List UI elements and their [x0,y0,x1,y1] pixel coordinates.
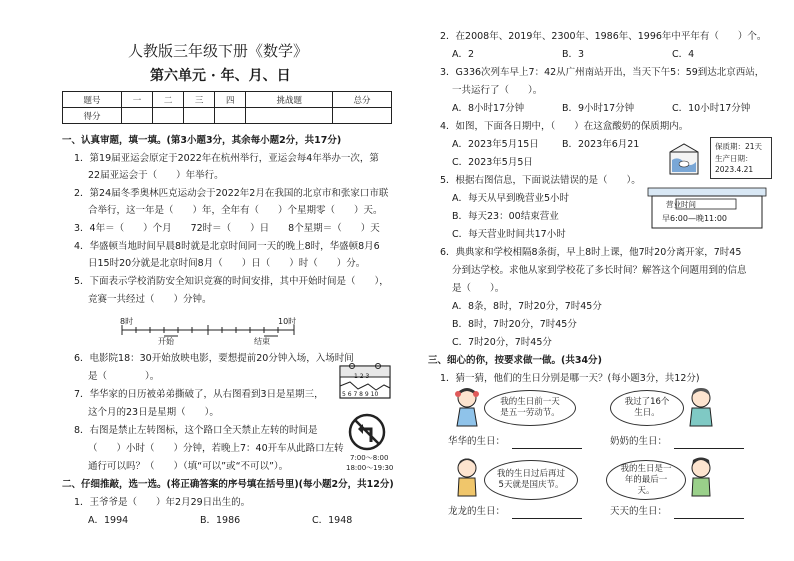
longlong-birthday-input[interactable] [512,508,582,519]
score-header: 总分 [333,92,392,108]
grandma-speech-text: 我过了16个生日。 [624,397,670,418]
huahua-birthday-label: 华华的生日： [448,436,506,447]
c4-question: 4．如图，下面各日期中，（ ）在这盒酸奶的保质期内。 [440,121,689,132]
score-header: 题号 [63,92,122,108]
c6-option-c[interactable]: C．7时20分，7时45分 [452,337,552,348]
q1-line1: 1．第19届亚运会原定于2022年在杭州举行，亚运会每4年举办一次，第 [74,153,379,164]
section-1-heading: 一、认真审题，填一填。(第3小题3分，其余每小题2分，共17分) [62,135,342,146]
tiantian-birthday-input[interactable] [674,508,744,519]
c5-option-b[interactable]: B．每天23：00结束营业 [452,211,559,222]
q7-line2: 这个月的23日是星期（ ）。 [88,407,219,418]
c2-option-a[interactable]: A．2 [452,49,475,60]
c4-option-a[interactable]: A．2023年5月15日 [452,139,539,150]
calendar-dates: 5 6 7 8 9 10 [342,391,379,398]
c1-question: 1．王爷爷是（ ）年2月29日出生的。 [74,497,251,508]
sign-time-1: 7:00～8:00 [350,454,389,462]
timeline-end-tag: 结束 [254,337,270,346]
grandma-speech-bubble [610,390,684,426]
q4-line1: 4．华盛顿当地时间早晨8时就是北京时间同一天的晚上8时，华盛顿8月6 [74,241,380,252]
grandma-birthday-label: 奶奶的生日： [610,436,668,447]
c6-line2: 分到达学校。求他从家到学校花了多长时间？解答这个问题用到的信息 [452,265,747,276]
g1-question: 1．猜一猜，他们的生日分别是哪一天？(每小题3分，共12分) [440,373,700,384]
q2-line2: 合举行，这一年是（ ）年，全年有（ ）个星期零（ ）天。 [88,205,383,216]
c5-question: 5．根据右图信息，下面说法错误的是（ ）。 [440,175,641,186]
c2-option-b[interactable]: B．3 [562,49,585,60]
girl-huahua-icon [452,386,482,432]
section-3-heading: 三、细心的你，按要求做一做。(共34分) [428,355,602,366]
score-table [62,91,392,124]
score-header: 挑战题 [246,92,333,108]
longlong-birthday-label: 龙龙的生日： [448,506,506,517]
score-header: 四 [215,92,246,108]
c5-option-a[interactable]: A．每天从早到晚营业5小时 [452,193,570,204]
longlong-speech-text: 我的生日过后再过5天就是国庆节。 [496,469,565,490]
tiantian-speech-text: 我的生日是一年的最后一天。 [620,463,672,496]
q5-line2: 竞赛一共经过（ ）分钟。 [88,294,212,305]
page-subtitle: 第六单元 · 年、月、日 [150,68,291,84]
huahua-birthday-input[interactable] [512,438,582,449]
boy-tiantian-icon [686,456,716,502]
huahua-speech-bubble [484,390,576,426]
q8-line3: 通行可以吗？（ ）（填“可以”或“不可以”）。 [88,461,289,472]
production-date-label: 生产日期： [715,154,753,163]
score-cell[interactable] [184,108,215,124]
q5-line1: 5．下面表示学校消防安全知识竞赛的时间安排，其中开始时间是（ ）， [74,276,389,287]
c2-option-c[interactable]: C．4 [672,49,695,60]
c5-option-c[interactable]: C．每天营业时间共17小时 [452,229,566,240]
tiantian-birthday-label: 天天的生日： [610,506,668,517]
q4-line2: 日15时20分就是北京时间8月（ ）日（ ）时（ ）分。 [88,258,366,269]
c3-option-a[interactable]: A．8小时17分钟 [452,103,525,114]
score-cell[interactable] [121,108,152,124]
shelf-life-text: 保质期：21天 [715,142,763,151]
timeline-ruler [118,324,298,338]
q6-line2: 是（ ）。 [88,371,160,382]
yogurt-box-icon [664,138,704,178]
shop-hours-title: 营业时间 [666,200,696,209]
section-2-heading: 二、仔细推敲，选一选。(将正确答案的序号填在括号里)(每小题2分，共12分) [62,479,394,490]
c4-option-c[interactable]: C．2023年5月5日 [452,157,533,168]
c3-line1: 3．G336次列车早上7：42从广州南站开出，当天下午5：59到达北京西站， [440,67,765,78]
score-header: 二 [153,92,184,108]
q6-line1: 6．电影院18：30开始放映电影，要想提前20分钟入场，入场时间 [74,353,354,364]
q7-line1: 7．华华家的日历被弟弟撕破了，从右图看到3日是星期三， [74,389,324,400]
timeline-start-label: 8时 [120,317,134,326]
score-cell[interactable] [153,108,184,124]
score-cell[interactable] [333,108,392,124]
c6-line1: 6．典典家和学校相隔8条街，早上8时上课，他7时20分离开家，7时45 [440,247,742,258]
page-title: 人教版三年级下册《数学》 [128,42,309,60]
grandma-birthday-input[interactable] [674,438,744,449]
score-cell[interactable] [246,108,333,124]
score-cell[interactable] [215,108,246,124]
q8-line2: （ ）小时（ ）分钟，若晚上7：40开车从此路口左转 [88,443,344,454]
huahua-speech-text: 我的生日前一天是五一劳动节。 [500,397,560,418]
c6-option-b[interactable]: B．8时，7时20分，7时45分 [452,319,577,330]
score-row-label: 得分 [63,108,122,124]
q2-line1: 2．第24届冬季奥林匹克运动会于2022年2月在我国的北京市和张家口市联 [74,188,389,199]
q3-line: 3．4年＝（ ）个月 72时＝（ ）日 8个星期＝（ ）天 [74,223,380,234]
no-left-turn-sign-icon [347,412,387,452]
c3-option-b[interactable]: B．9小时17分钟 [562,103,635,114]
production-date-value: 2023.4.21 [715,165,754,174]
q8-line1: 8．右图是禁止左转图标，这个路口全天禁止左转的时间是 [74,425,318,436]
tiantian-speech-bubble [606,460,686,500]
timeline-start-tag: 开始 [158,337,174,346]
score-header: 一 [121,92,152,108]
c2-question: 2．在2008年、2019年、2300年、1986年、1996年中平年有（ ）个。 [440,31,767,42]
c3-option-c[interactable]: C．10小时17分钟 [672,103,751,114]
boy-longlong-icon [452,456,482,502]
calendar-top-dates: 1 2 3 [354,373,370,380]
timeline-end-label: 10时 [278,317,297,326]
longlong-speech-bubble [484,460,578,500]
c6-option-a[interactable]: A．8条，8时，7时20分，7时45分 [452,301,602,312]
c1-option-b[interactable]: B．1986 [200,515,241,526]
q1-line2: 22届亚运会于（ ）年举行。 [88,170,224,181]
score-header: 三 [184,92,215,108]
grandma-icon [686,386,716,432]
c1-option-c[interactable]: C．1948 [312,515,353,526]
c6-line3: 是（ ）。 [452,283,505,294]
c4-option-b[interactable]: B．2023年6月21 [562,139,640,150]
shop-hours-value: 早6:00—晚11:00 [662,214,728,223]
sign-time-2: 18:00～19:30 [346,464,394,472]
c1-option-a[interactable]: A．1994 [88,515,129,526]
c3-line2: 一共运行了（ ）。 [452,85,543,96]
